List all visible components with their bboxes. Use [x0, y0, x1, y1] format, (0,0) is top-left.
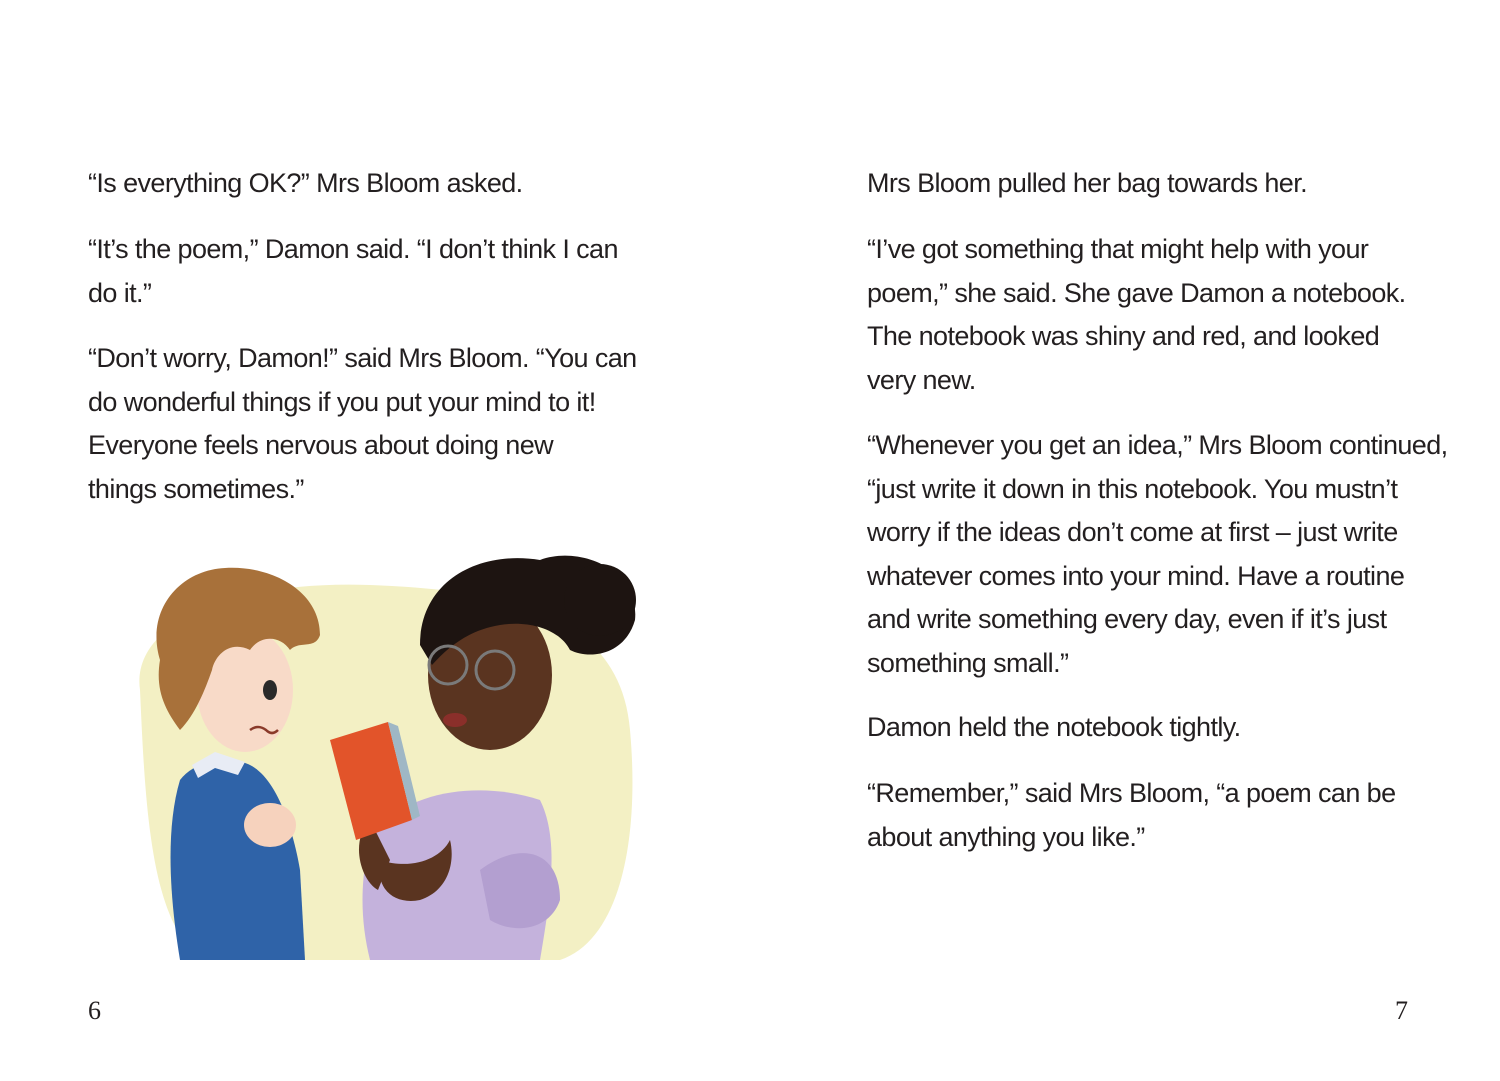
text-line: “Is everything OK?” Mrs Bloom asked. [88, 168, 523, 198]
text-line: Damon held the notebook tightly. [867, 712, 1241, 742]
paragraph [867, 706, 1241, 750]
text-line: whatever comes into your mind. Have a routine [867, 560, 1405, 591]
text-line: poem,” she said. She gave Damon a notebook. [867, 277, 1406, 308]
text-line: “Whenever you get an idea,” Mrs Bloom continued, [867, 430, 1448, 460]
text-line: “Don’t worry, Damon!” said Mrs Bloom. “You can [88, 343, 637, 373]
text-line: Mrs Bloom pulled her bag towards her. [867, 168, 1308, 198]
text-line: worry if the ideas don’t come at first – just write [867, 517, 1398, 547]
teacher-mouth [443, 713, 467, 727]
paragraph [867, 772, 1396, 859]
text-line: about anything you like.” [867, 821, 1145, 852]
boy-hands [244, 803, 296, 847]
text-line: The notebook was shiny and red, and looked [867, 321, 1380, 351]
text-line: something small.” [867, 647, 1069, 678]
text-line: “just write it down in this notebook. You mustn’t [867, 473, 1398, 504]
paragraph [88, 162, 523, 206]
paragraph [867, 162, 1307, 206]
text-line: “Remember,” said Mrs Bloom, “a poem can be [867, 778, 1396, 808]
paragraph [88, 337, 637, 511]
text-line: things sometimes.” [88, 473, 304, 504]
paragraph [88, 228, 618, 315]
page-number: 6 [88, 996, 101, 1025]
teacher-hair-bun [564, 564, 636, 636]
text-line: “It’s the poem,” Damon said. “I don’t think I can [88, 234, 618, 264]
boy-and-teacher-with-notebook-illustration [120, 540, 660, 1020]
text-line: and write something every day, even if it’s just [867, 604, 1387, 634]
paragraph [867, 424, 1448, 685]
text-line: Everyone feels nervous about doing new [88, 430, 554, 460]
right-page [750, 0, 1500, 1081]
boy-eye [263, 680, 277, 700]
text-line: very new. [867, 364, 976, 395]
paragraph [867, 228, 1406, 402]
text-line: do wonderful things if you put your mind to it! [88, 386, 596, 417]
text-line: “I’ve got something that might help with your [867, 234, 1369, 264]
text-line: do it.” [88, 277, 152, 308]
page-number: 7 [1395, 996, 1408, 1025]
teacher-sleeve [480, 853, 560, 928]
